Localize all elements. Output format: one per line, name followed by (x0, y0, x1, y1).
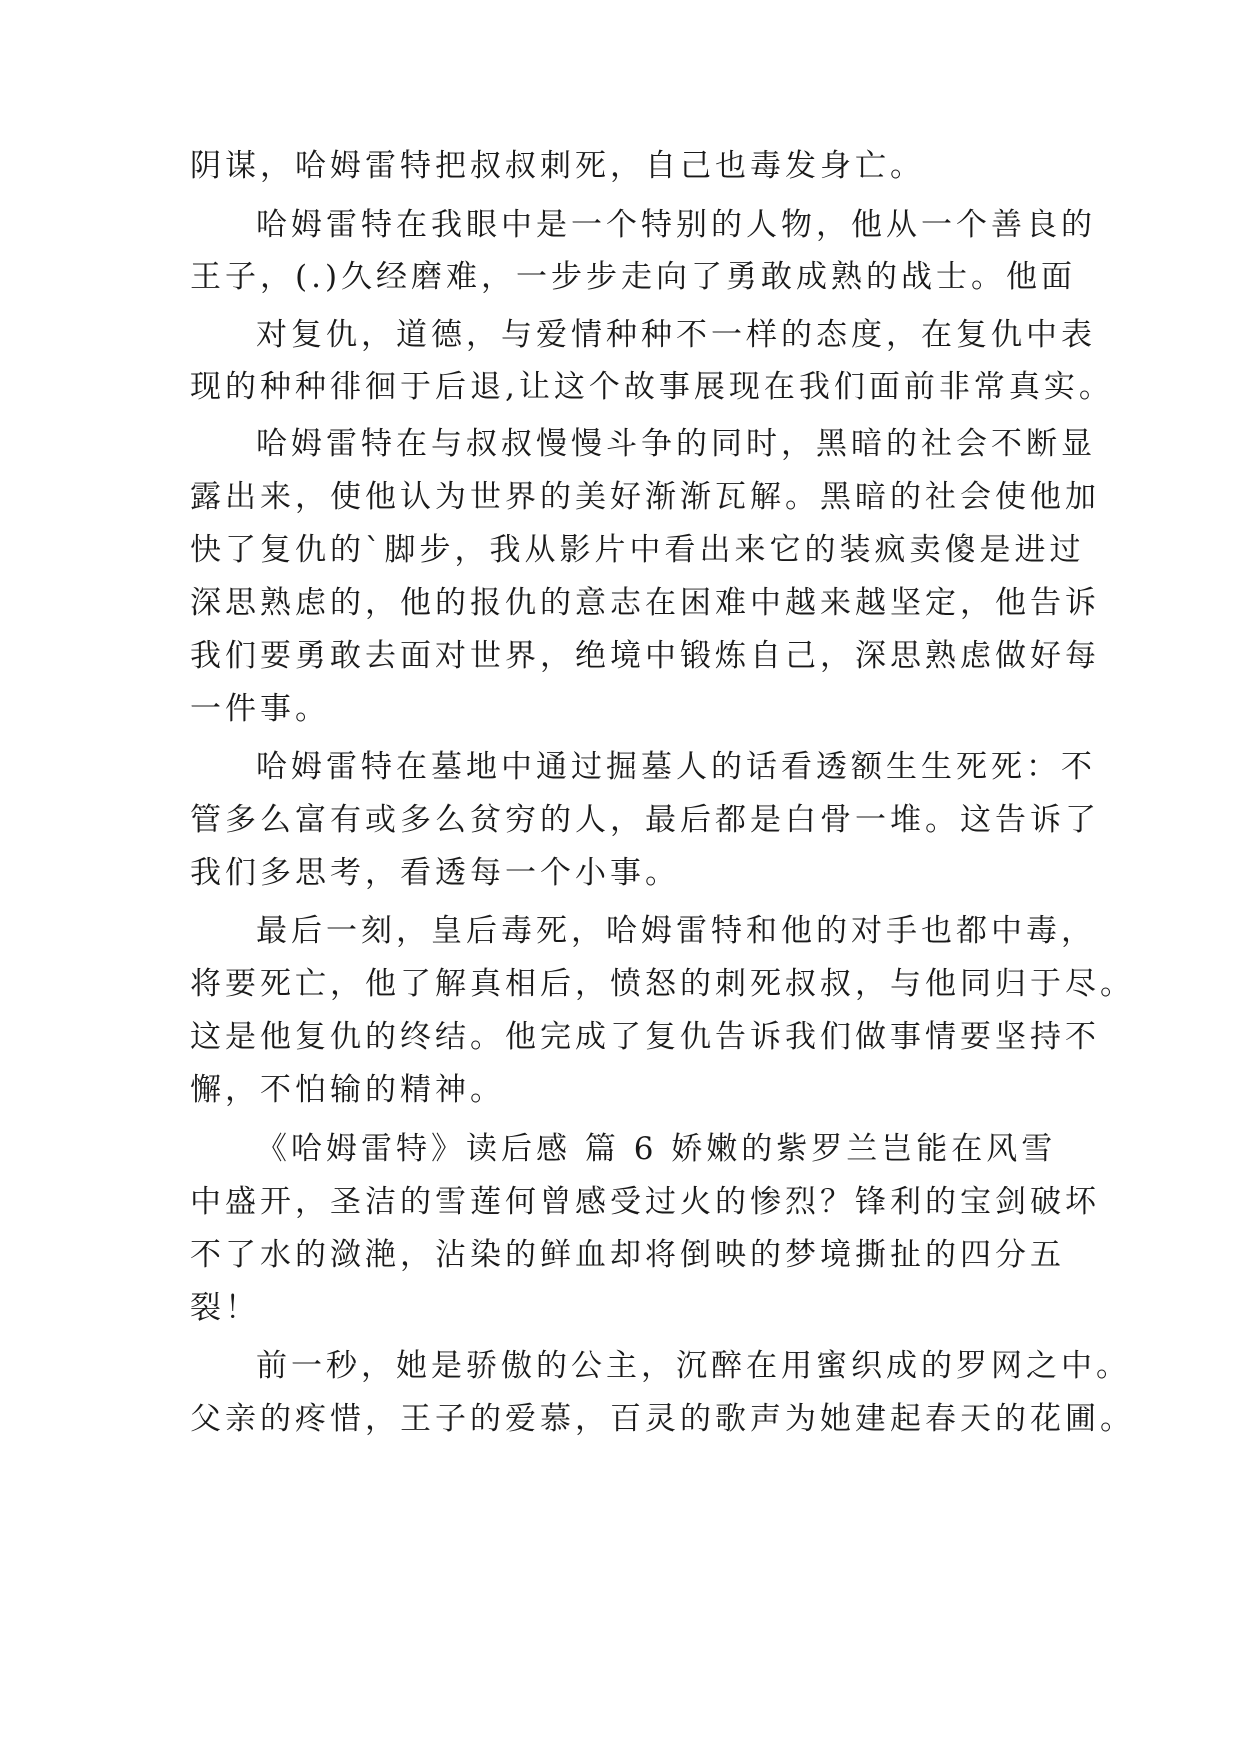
text-line: 父亲的疼惜，王子的爱慕，百灵的歌声为她建起春天的花圃。 (190, 1401, 1135, 1437)
text-line: 前一秒，她是骄傲的公主，沉醉在用蜜织成的罗网之中。 (256, 1348, 1131, 1384)
text-line: 裂！ (190, 1290, 260, 1326)
text-line: 我们要勇敢去面对世界，绝境中锻炼自己，深思熟虑做好每 (190, 638, 1100, 674)
text-line: 现的种种徘徊于后退,让这个故事展现在我们面前非常真实。 (190, 369, 1114, 405)
text-line: 《哈姆雷特》读后感 篇 6 娇嫩的紫罗兰岂能在风雪 (256, 1131, 1057, 1167)
text-line: 哈姆雷特在与叔叔慢慢斗争的同时，黑暗的社会不断显 (256, 426, 1096, 462)
text-line: 这是他复仇的终结。他完成了复仇告诉我们做事情要坚持不 (190, 1019, 1100, 1055)
text-line: 最后一刻，皇后毒死，哈姆雷特和他的对手也都中毒， (256, 913, 1096, 949)
text-line: 阴谋，哈姆雷特把叔叔刺死，自己也毒发身亡。 (190, 148, 925, 184)
text-line: 快了复仇的`脚步，我从影片中看出来它的装疯卖傻是进过 (190, 532, 1085, 568)
text-line: 管多么富有或多么贫穷的人，最后都是白骨一堆。这告诉了 (190, 802, 1100, 838)
text-line: 不了水的潋滟，沾染的鲜血却将倒映的梦境撕扯的四分五 (190, 1237, 1065, 1273)
text-line: 懈，不怕输的精神。 (190, 1072, 505, 1108)
text-line: 一件事。 (190, 691, 330, 727)
text-line: 哈姆雷特在墓地中通过掘墓人的话看透额生生死死：不 (256, 749, 1096, 785)
text-line: 露出来，使他认为世界的美好渐渐瓦解。黑暗的社会使他加 (190, 479, 1100, 515)
text-line: 王子，(.)久经磨难，一步步走向了勇敢成熟的战士。他面 (190, 259, 1077, 295)
text-line: 对复仇，道德，与爱情种种不一样的态度，在复仇中表 (256, 317, 1096, 353)
text-line: 中盛开，圣洁的雪莲何曾感受过火的惨烈？锋利的宝剑破坏 (190, 1184, 1100, 1220)
text-line: 深思熟虑的，他的报仇的意志在困难中越来越坚定，他告诉 (190, 585, 1100, 621)
text-line: 哈姆雷特在我眼中是一个特别的人物，他从一个善良的 (256, 207, 1096, 243)
text-line: 将要死亡，他了解真相后，愤怒的刺死叔叔，与他同归于尽。 (190, 966, 1135, 1002)
text-line: 我们多思考，看透每一个小事。 (190, 855, 680, 891)
